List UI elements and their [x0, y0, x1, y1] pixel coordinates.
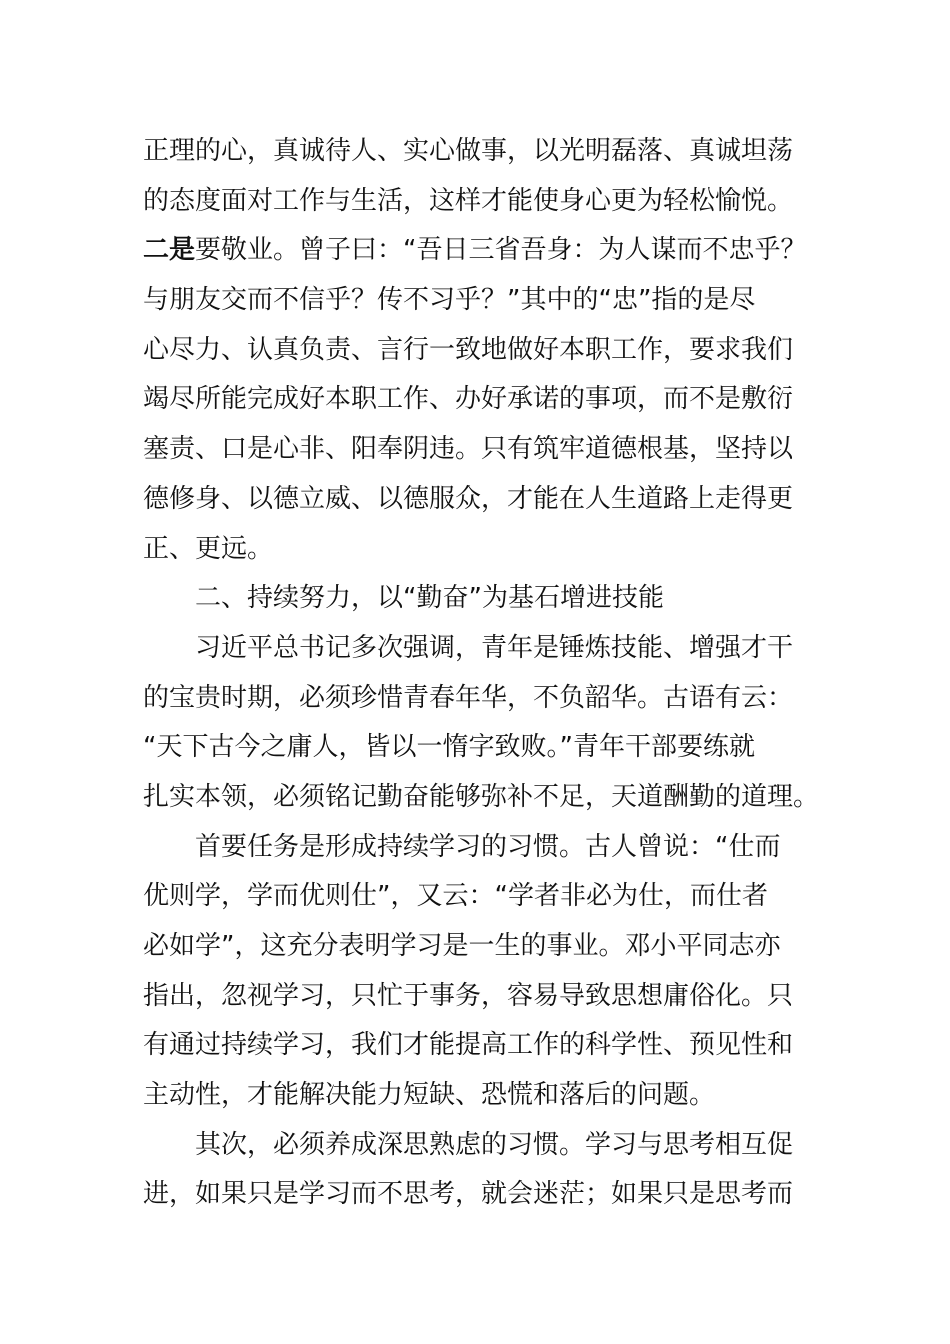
section-heading: 二、持续努力，以“勤奋”为基石增进技能: [195, 583, 664, 614]
text-line: 竭尽所能完成好本职工作、办好承诺的事项，而不是敷衍: [143, 384, 794, 415]
text-line: 必如学”，这充分表明学习是一生的事业。邓小平同志亦: [143, 931, 781, 961]
text-line: 心尽力、认真负责、言行一致地做好本职工作，要求我们: [143, 334, 794, 365]
text-line: “天下古今之庸人，皆以一惰字致败。”青年干部要练就: [143, 732, 755, 763]
text-line: 扎实本领，必须铭记勤奋能够弥补不足，天道酬勤的道理。: [143, 781, 820, 812]
bold-lead: 二是: [143, 235, 196, 266]
text-line: 优则学，学而优则仕”，又云：“学者非必为仕，而仕者: [143, 881, 768, 912]
text-line: 的宝贵时期，必须珍惜青春年华，不负韶华。古语有云：: [143, 682, 794, 713]
text-line: 与朋友交而不信乎？传不习乎？”其中的“忠”指的是尽: [143, 285, 756, 316]
text-line: 进，如果只是学习而不思考，就会迷茫；如果只是思考而: [143, 1179, 794, 1210]
text-line: 德修身、以德立威、以德服众，才能在人生道路上走得更: [143, 483, 794, 514]
text-line: 有通过持续学习，我们才能提高工作的科学性、预见性和: [143, 1030, 794, 1061]
text-line: [143, 226, 808, 276]
text-line: 指出，忽视学习，只忙于事务，容易导致思想庸俗化。只: [143, 980, 794, 1011]
document-body: [143, 127, 820, 1220]
text-line: 习近平总书记多次强调，青年是锤炼技能、增强才干: [195, 632, 794, 663]
text-line: 塞责、口是心非、阳奉阴违。只有筑牢道德根基，坚持以: [143, 434, 794, 465]
text-line: 首要任务是形成持续学习的习惯。古人曾说：“仕而: [195, 831, 781, 862]
text-line: 其次，必须养成深思熟虑的习惯。学习与思考相互促: [195, 1129, 794, 1160]
text-line: 正理的心，真诚待人、实心做事，以光明磊落、真诚坦荡: [143, 136, 794, 166]
text-line: 的态度面对工作与生活，这样才能使身心更为轻松愉悦。: [143, 185, 794, 216]
text-segment: 要敬业。曾子曰：“吾日三省吾身：为人谋而不忠乎？: [195, 235, 807, 266]
text-line: 主动性，才能解决能力短缺、恐慌和落后的问题。: [143, 1080, 716, 1111]
text-line: 正、更远。: [143, 533, 274, 564]
